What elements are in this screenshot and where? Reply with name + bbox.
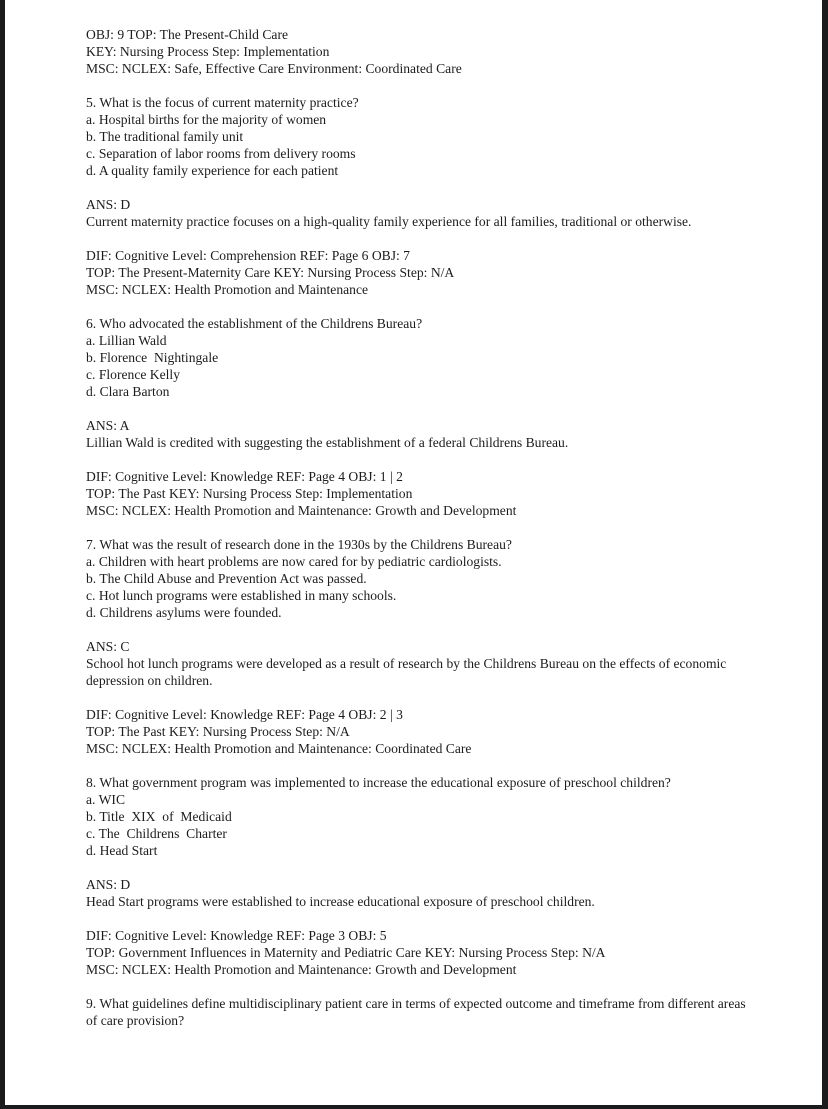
document-page (5, 0, 822, 1105)
rationale-text: School hot lunch programs were developed as a result of research by the Childrens Bureau on the effects of economic depression on children. (86, 656, 730, 688)
answer-line: ANS: D (86, 877, 131, 892)
answer-option: a. Hospital births for the majority of women (86, 112, 327, 127)
answer-section (86, 196, 748, 230)
question-and-options (86, 315, 748, 400)
answer-option: a. WIC (86, 792, 126, 807)
question-block (86, 774, 748, 978)
meta-line: TOP: The Present-Maternity Care KEY: Nursing Process Step: N/A (86, 265, 455, 280)
question-block (86, 94, 748, 298)
meta-line: OBJ: 9 TOP: The Present-Child Care (86, 27, 289, 42)
answer-section (86, 876, 748, 910)
answer-option: b. The Child Abuse and Prevention Act was passed. (86, 571, 367, 586)
answer-line: ANS: C (86, 639, 130, 654)
rationale-text: Current maternity practice focuses on a high-quality family experience for all families, traditional or otherwise. (86, 214, 692, 229)
answer-option: d. Clara Barton (86, 384, 170, 399)
answer-option: a. Children with heart problems are now cared for by pediatric cardiologists. (86, 554, 502, 569)
answer-option: b. The traditional family unit (86, 129, 244, 144)
meta-line: MSC: NCLEX: Health Promotion and Maintenance: Growth and Development (86, 503, 517, 518)
answer-option: d. A quality family experience for each patient (86, 163, 339, 178)
rationale-text: Head Start programs were established to increase educational exposure of preschool children. (86, 894, 595, 909)
question-and-options (86, 536, 748, 621)
meta-line: MSC: NCLEX: Health Promotion and Maintenance (86, 282, 369, 297)
answer-section (86, 417, 748, 451)
question-stem: 8. What government program was implemented to increase the educational exposure of preschool children? (86, 775, 671, 790)
answer-option: d. Childrens asylums were founded. (86, 605, 282, 620)
question-block (86, 315, 748, 519)
meta-line: DIF: Cognitive Level: Comprehension REF: Page 6 OBJ: 7 (86, 248, 410, 263)
question-meta-block (86, 26, 748, 77)
answer-option: d. Head Start (86, 843, 158, 858)
page-content (5, 0, 818, 1029)
meta-line: TOP: The Past KEY: Nursing Process Step: Implementation (86, 486, 413, 501)
question-stem: 7. What was the result of research done in the 1930s by the Childrens Bureau? (86, 537, 512, 552)
answer-option: b. Title XIX of Medicaid (86, 809, 232, 824)
question-meta-block (86, 468, 748, 519)
answer-option: c. Separation of labor rooms from delivery rooms (86, 146, 356, 161)
meta-line: KEY: Nursing Process Step: Implementation (86, 44, 330, 59)
answer-option: b. Florence Nightingale (86, 350, 219, 365)
question-stem: 5. What is the focus of current maternity practice? (86, 95, 359, 110)
meta-line: DIF: Cognitive Level: Knowledge REF: Page 4 OBJ: 1 | 2 (86, 469, 403, 484)
answer-option: c. Florence Kelly (86, 367, 180, 382)
answer-option: c. Hot lunch programs were established in many schools. (86, 588, 397, 603)
question-stem: 6. Who advocated the establishment of the Childrens Bureau? (86, 316, 423, 331)
question-block-partial (86, 995, 748, 1029)
meta-line: TOP: Government Influences in Maternity and Pediatric Care KEY: Nursing Process Step: N/A (86, 945, 606, 960)
meta-line: DIF: Cognitive Level: Knowledge REF: Page 4 OBJ: 2 | 3 (86, 707, 403, 722)
rationale-text: Lillian Wald is credited with suggesting the establishment of a federal Childrens Bureau. (86, 435, 569, 450)
meta-line: MSC: NCLEX: Safe, Effective Care Environment: Coordinated Care (86, 61, 462, 76)
answer-option: a. Lillian Wald (86, 333, 167, 348)
answer-section (86, 638, 748, 689)
question-meta-block (86, 706, 748, 757)
question-and-options (86, 774, 748, 859)
question-meta-block (86, 247, 748, 298)
question-meta-block (86, 927, 748, 978)
answer-line: ANS: A (86, 418, 130, 433)
answer-option: c. The Childrens Charter (86, 826, 227, 841)
question-stem: 9. What guidelines define multidisciplinary patient care in terms of expected outcome and timeframe from different areas of care provision? (86, 996, 750, 1028)
question-and-options (86, 94, 748, 179)
meta-line: TOP: The Past KEY: Nursing Process Step: N/A (86, 724, 350, 739)
meta-line: DIF: Cognitive Level: Knowledge REF: Page 3 OBJ: 5 (86, 928, 387, 943)
question-block (86, 536, 748, 757)
answer-line: ANS: D (86, 197, 131, 212)
meta-line: MSC: NCLEX: Health Promotion and Maintenance: Growth and Development (86, 962, 517, 977)
meta-line: MSC: NCLEX: Health Promotion and Maintenance: Coordinated Care (86, 741, 472, 756)
